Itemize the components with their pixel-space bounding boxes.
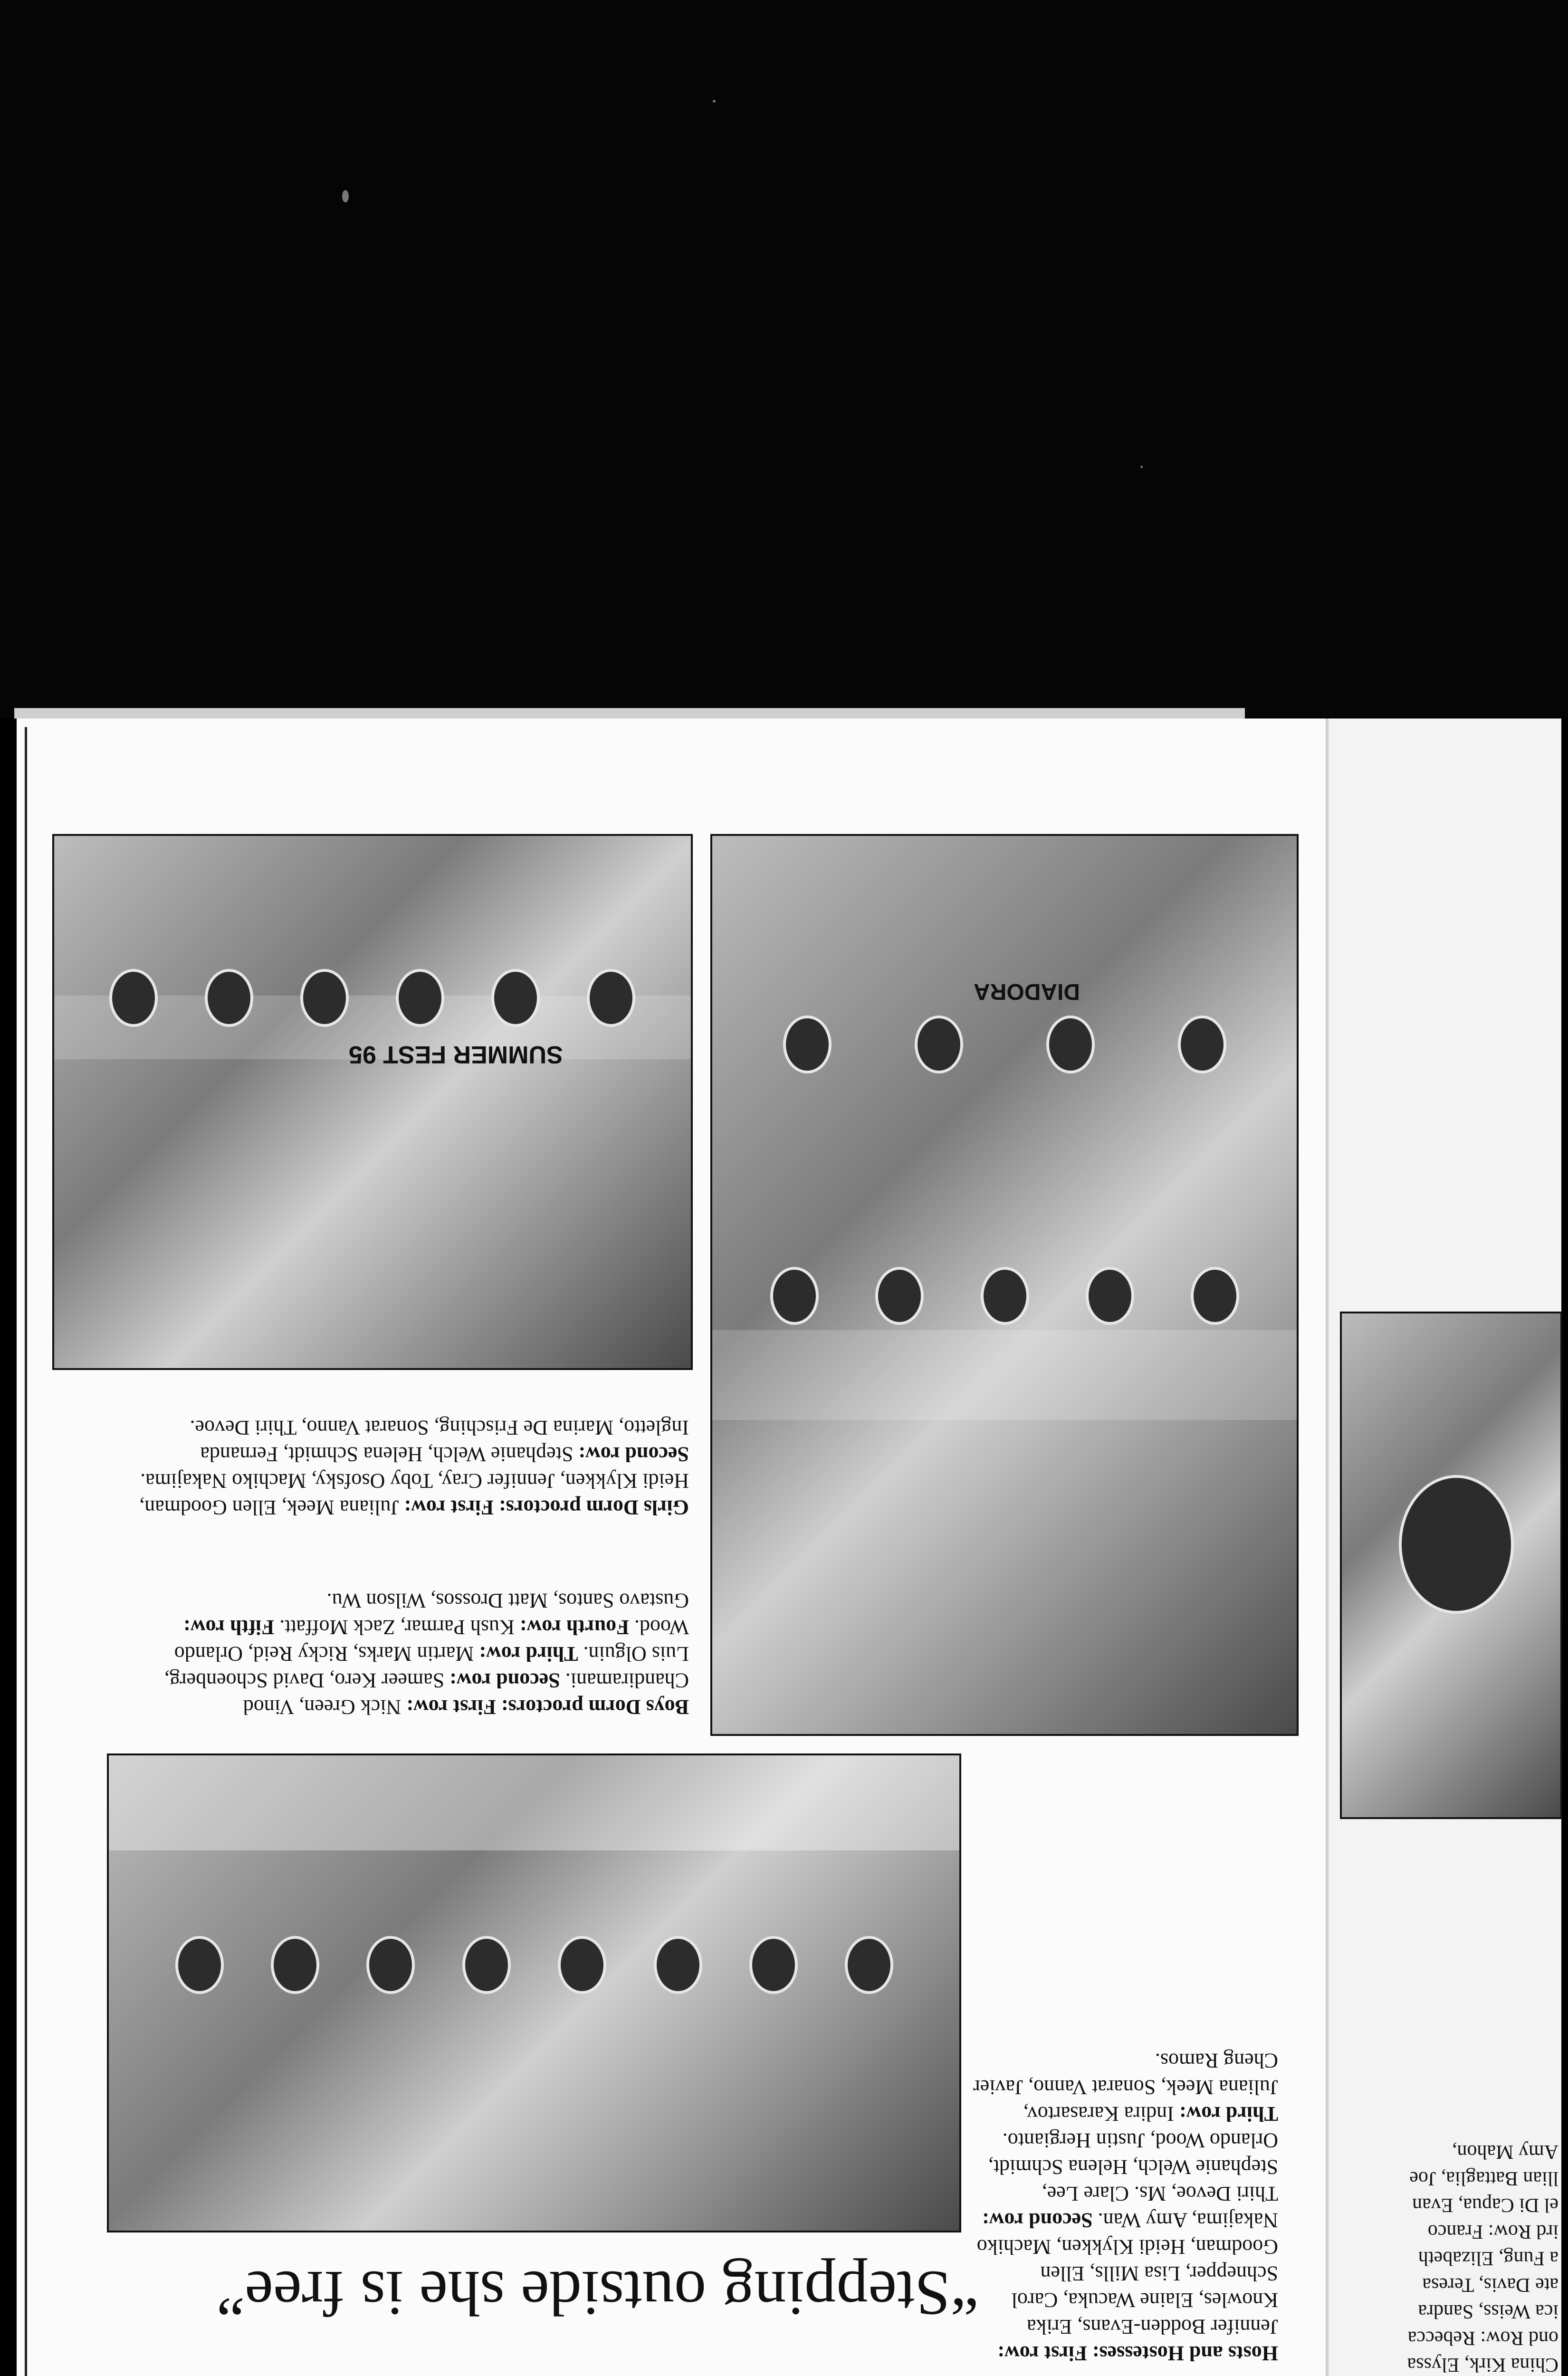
caption-line: China Kirk, Elyssa [1407,2354,1558,2376]
caption-line: Amy Mahon, [1452,2141,1558,2163]
page-edge-strip [14,708,1245,719]
photo-group-heads [152,1936,917,1994]
caption-row-names: Stephanie Welch, Helena Schmidt, Fernanda Ingletto, Marina De Frisching, Sonarat Vanno, Thiri Devoe. [190,1416,689,1466]
person-head [770,1267,818,1325]
caption-row-names: Nick Green, Vinod Chandiramani. [243,1669,689,1719]
boys-proctors-caption [128,1540,689,1720]
boys-proctors-photo [710,834,1299,1736]
photo-group-heads [742,1267,1268,1325]
person-head [653,1936,702,1994]
dust-speck [1140,466,1143,468]
person-head [749,1936,797,1994]
caption-line: a Fung, Elizabeth [1418,2247,1558,2269]
caption-heading: Boys Dorm proctors: [496,1696,689,1719]
caption-row-label: Second row: [444,1669,560,1692]
caption-row-label: Fifth row: [183,1616,275,1639]
person-head [845,1936,893,1994]
person-head [271,1936,319,1994]
scanner-background [0,0,1568,718]
person-head [492,969,540,1027]
person-head [875,1267,924,1325]
person-head [175,1936,223,1994]
caption-row-label: Fourth row: [514,1616,629,1639]
caption-row-names: Gustavo Santos, Matt Drossos, Wilson Wu. [326,1589,689,1612]
caption-row-names: Thiri Devoe, Ms. Clare Lee, Stephanie Welch, Helena Schmidt, Orlando Wood, Justin Hergianto. [988,2129,1278,2205]
person-head [980,1267,1029,1325]
caption-heading: Hosts and Hostesses: [1087,2342,1278,2365]
person-head [1177,1016,1226,1073]
person-head [587,969,636,1027]
right-page-photo [1340,1312,1562,1819]
caption-row-label: First row: [997,2342,1087,2365]
caption-row-names: Martin Marks, Ricky Reid, Orlando Wood. [174,1616,689,1666]
girls-proctors-photo [52,834,693,1370]
caption-row-label: Third row: [1174,2102,1278,2126]
person-head [462,1936,510,1994]
caption-line: el Di Capua, Evan [1412,2194,1558,2216]
right-page-caption [1335,2058,1558,2376]
shirt-text: SUMMER FEST 95 [349,1041,563,1068]
person-head [1191,1267,1239,1325]
person-head [783,1016,832,1073]
caption-row-label: First row: [401,1696,496,1719]
person-head [110,969,158,1027]
person-head [1046,1016,1094,1073]
caption-row-label: Third row: [474,1642,578,1666]
caption-row-names: Juliana Meek, Ellen Goodman, Heidi Klykken, Jennifer Cray, Toby Osofsky, Machiko Nakajima. [139,1469,689,1519]
person-head [558,1936,606,1994]
person-head [301,969,349,1027]
caption-line: ond Row: Rebecca [1407,2327,1558,2349]
dust-speck [713,100,716,103]
caption-line: ird Row: Franco [1427,2221,1558,2242]
shirt-text: DIADORA [974,979,1080,1004]
page-headline: “Stepping outside she is free” [216,2258,979,2328]
photo-group-heads [742,1016,1268,1073]
dust-speck [342,190,349,202]
hosts-hostesses-photo [107,1753,961,2232]
caption-row-names: Kush Parmar, Zack Moffatt. [274,1616,515,1639]
person-head [915,1016,963,1073]
caption-row-names: Indira Karasartov, Juliana Meek, Sonarat Vanno, Javier Cheng Ramos. [973,2049,1278,2126]
person-head [1085,1267,1134,1325]
caption-line: llian Battaglia, Joe [1409,2167,1558,2189]
caption-heading: Girls Dorm proctors: [494,1496,689,1519]
photo-highlight [712,1330,1297,1420]
person-head [205,969,254,1027]
caption-row-label: Second row: [573,1443,689,1466]
girls-proctors-caption [128,1373,689,1521]
hosts-hostesses-caption [969,1939,1278,2366]
caption-line: ica Weiss, Sandra [1418,2300,1558,2322]
caption-row-label: First row: [399,1496,494,1519]
person-head [1399,1475,1514,1614]
photo-group-heads [86,969,659,1027]
page-binding-line [25,727,27,2376]
photo-highlight [109,1755,959,1850]
person-head [366,1936,415,1994]
caption-row-names: Sameer Kero, David Schoenberg, Luis Olguin. [164,1642,689,1692]
caption-row-label: Second row: [982,2209,1093,2232]
caption-line: ate Davis, Teresa [1422,2274,1558,2296]
caption-row-names: Jennifer Bodden-Evans, Erika Knowles, Elaine Wacuka, Carol Schnepper, Lisa Mills, Ellen Goodman, Heidi Klykken, Machiko Nakajima, Amy Wan. [976,2209,1278,2338]
person-head [396,969,445,1027]
